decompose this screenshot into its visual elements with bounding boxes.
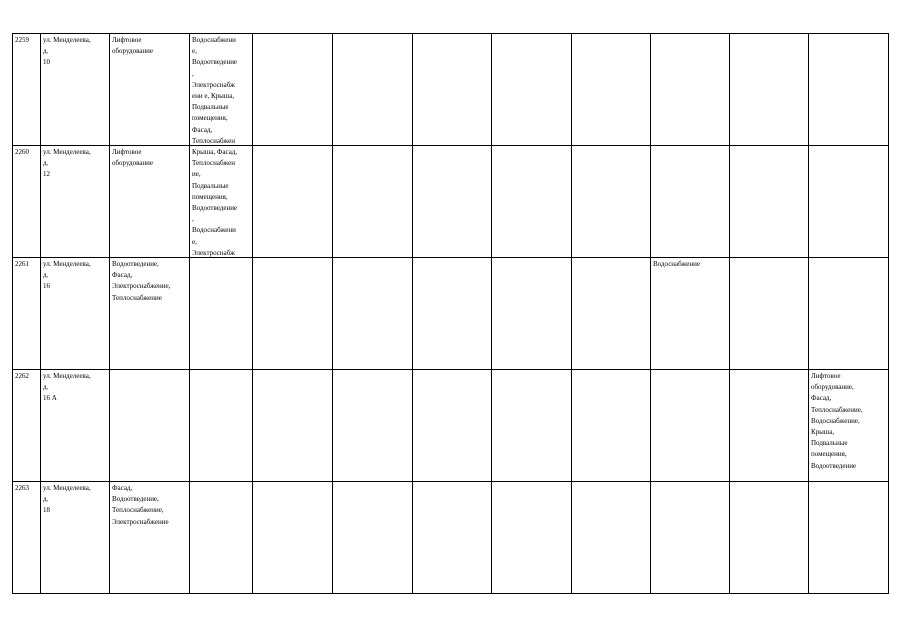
cell-text	[415, 483, 490, 593]
period-cell	[413, 34, 492, 146]
period-cell	[651, 146, 730, 258]
address-cell	[41, 34, 110, 146]
cell-text	[335, 35, 411, 145]
cell-text: Крыша, Фасад, Теплоснабжен ие, Подвальные помещения, Водоотведение , Водоснабжени е, Электроснабж	[192, 148, 238, 257]
cell-text	[192, 371, 251, 481]
cell-text: ул. Менделеева, д. 18	[43, 484, 91, 515]
cell-text	[732, 483, 807, 593]
repair-schedule-table	[12, 33, 889, 594]
period-cell	[253, 482, 333, 594]
work-type-cell	[190, 370, 253, 482]
cell-text	[335, 483, 411, 593]
cell-text	[653, 371, 728, 481]
row-number	[13, 34, 41, 146]
cell-text	[415, 259, 490, 369]
period-cell	[730, 482, 809, 594]
cell-text: 2263	[15, 484, 29, 492]
cell-text	[192, 259, 251, 369]
cell-text	[732, 259, 807, 369]
cell-text	[494, 35, 570, 145]
row-number	[13, 482, 41, 594]
period-cell	[333, 258, 413, 370]
period-cell	[572, 146, 651, 258]
cell-text	[811, 483, 887, 593]
cell-text	[811, 259, 887, 369]
work-type-cell	[110, 146, 190, 258]
table-row	[13, 370, 889, 482]
period-cell	[572, 34, 651, 146]
period-cell	[492, 34, 572, 146]
period-cell	[413, 482, 492, 594]
cell-text	[653, 35, 728, 145]
cell-text	[494, 483, 570, 593]
period-cell	[253, 258, 333, 370]
period-cell	[572, 258, 651, 370]
period-cell	[492, 146, 572, 258]
period-cell	[492, 370, 572, 482]
cell-text	[811, 35, 887, 145]
cell-text	[574, 147, 649, 257]
period-cell	[730, 146, 809, 258]
period-cell	[651, 258, 730, 370]
cell-text	[255, 35, 331, 145]
cell-text	[574, 259, 649, 369]
cell-text: Водоснабжение	[653, 260, 701, 268]
cell-text	[415, 35, 490, 145]
cell-text: 2260	[15, 148, 29, 156]
cell-text: Лифтовое оборудование, Фасад, Теплоснабжение, Водоснабжение, Крыша, Подвальные помещения, Водоотведение	[811, 372, 863, 470]
cell-text	[494, 147, 570, 257]
period-cell	[809, 258, 889, 370]
cell-text: 2261	[15, 260, 29, 268]
cell-text: Водоотведение, Фасад, Электроснабжение, Теплоснабжение	[112, 260, 171, 302]
cell-text	[732, 147, 807, 257]
period-cell	[730, 258, 809, 370]
cell-text	[811, 147, 887, 257]
row-number	[13, 258, 41, 370]
address-cell	[41, 482, 110, 594]
period-cell	[651, 34, 730, 146]
cell-text	[494, 371, 570, 481]
period-cell	[253, 370, 333, 482]
cell-text	[574, 35, 649, 145]
period-cell	[413, 146, 492, 258]
work-type-cell	[190, 258, 253, 370]
work-type-cell	[190, 34, 253, 146]
table-row	[13, 258, 889, 370]
period-cell	[413, 258, 492, 370]
cell-text	[255, 259, 331, 369]
period-cell	[651, 370, 730, 482]
work-type-cell	[110, 258, 190, 370]
cell-text	[255, 483, 331, 593]
cell-text	[255, 147, 331, 257]
period-cell	[492, 482, 572, 594]
period-cell	[333, 146, 413, 258]
period-cell	[333, 34, 413, 146]
work-type-cell	[190, 482, 253, 594]
cell-text: Водоснабжени е, Водоотведение , Электроснабж ени е, Крыша, Подвальные помещения, Фасад, Теплоснабжен	[192, 36, 238, 145]
address-cell	[41, 370, 110, 482]
period-cell	[809, 34, 889, 146]
cell-text	[732, 35, 807, 145]
cell-text	[415, 371, 490, 481]
cell-text	[732, 371, 807, 481]
cell-text	[255, 371, 331, 481]
work-type-cell	[110, 34, 190, 146]
cell-text: ул. Менделеева, д. 10	[43, 36, 91, 67]
row-number	[13, 370, 41, 482]
period-cell	[809, 146, 889, 258]
period-cell	[253, 34, 333, 146]
cell-text	[574, 371, 649, 481]
period-cell	[651, 482, 730, 594]
cell-text: ул. Менделеева, д. 16	[43, 260, 91, 291]
address-cell	[41, 258, 110, 370]
row-number	[13, 146, 41, 258]
period-cell	[572, 482, 651, 594]
work-type-cell	[110, 482, 190, 594]
cell-text	[653, 483, 728, 593]
cell-text	[335, 371, 411, 481]
work-type-cell	[190, 146, 253, 258]
period-cell	[730, 370, 809, 482]
cell-text: ул. Менделеева, д. 16 А	[43, 372, 91, 403]
cell-text: 2262	[15, 372, 29, 380]
period-cell	[572, 370, 651, 482]
period-cell	[809, 482, 889, 594]
period-cell	[809, 370, 889, 482]
period-cell	[253, 146, 333, 258]
cell-text	[335, 259, 411, 369]
cell-text: ул. Менделеева, д. 12	[43, 148, 91, 179]
table-row	[13, 34, 889, 146]
period-cell	[730, 34, 809, 146]
address-cell	[41, 146, 110, 258]
cell-text	[415, 147, 490, 257]
cell-text	[192, 483, 251, 593]
cell-text: Лифтовое оборудование	[112, 148, 154, 168]
period-cell	[413, 370, 492, 482]
cell-text: Лифтовое оборудование	[112, 36, 154, 56]
period-cell	[492, 258, 572, 370]
cell-text	[494, 259, 570, 369]
cell-text: 2259	[15, 36, 29, 44]
cell-text	[574, 483, 649, 593]
cell-text	[653, 147, 728, 257]
cell-text: Фасад, Водоотведение, Теплоснабжение, Электроснабжение	[112, 484, 169, 526]
cell-text	[335, 147, 411, 257]
work-type-cell	[110, 370, 190, 482]
table-row	[13, 146, 889, 258]
cell-text	[112, 371, 188, 481]
period-cell	[333, 370, 413, 482]
table-row	[13, 482, 889, 594]
period-cell	[333, 482, 413, 594]
